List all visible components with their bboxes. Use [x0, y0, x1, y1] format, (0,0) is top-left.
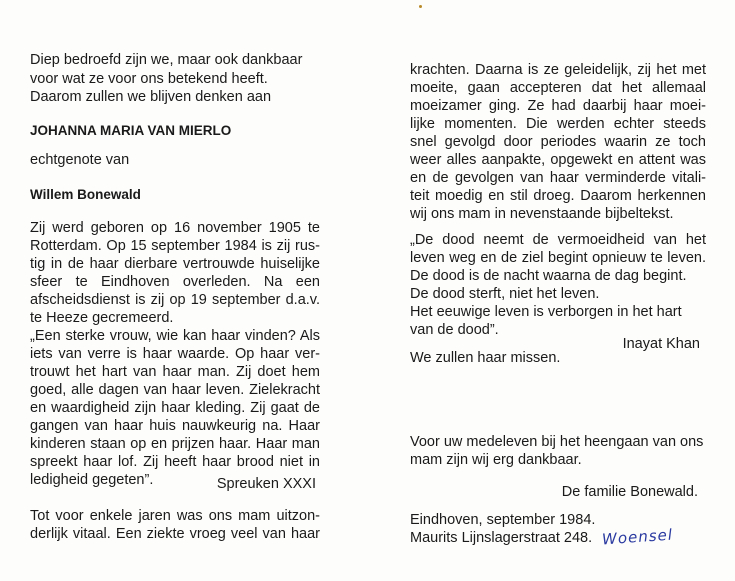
continuation-line: en de gevolgen van haar verminderde vitali-: [410, 170, 706, 186]
closing-line: Tot voor enkele jaren was ons mam uitzon-: [30, 508, 320, 524]
quote-line: van de dood”.: [410, 322, 499, 338]
quote-line: „De dood neemt de vermoeidheid van het: [410, 232, 706, 248]
bio-line: sfeer te Eindhoven overleden. Na een: [30, 274, 320, 290]
thanks-line: Voor uw medeleven bij het heengaan van ons: [410, 434, 704, 450]
quote-line: De dood is de nacht waarna de dag begint.: [410, 268, 687, 284]
quote-line: leven weg en de ziel begint opnieuw te leven.: [410, 250, 706, 266]
continuation-line: moeite, gaan accepteren dat het allemaal: [410, 80, 706, 96]
address: Maurits Lijnslagerstraat 248.: [410, 530, 593, 546]
continuation-line: moeizamer ging. Ze had daarbij haar moei-: [410, 98, 706, 114]
continuation-line: wij ons mam in nevenstaande bijbeltekst.: [410, 206, 674, 222]
deceased-name: JOHANNA MARIA VAN MIERLO: [30, 123, 232, 138]
verse-line: iets van verre is haar waarde. Op haar ver-: [30, 346, 320, 362]
intro-line: Diep bedroefd zijn we, maar ook dankbaar: [30, 52, 303, 68]
thanks-line: mam zijn wij erg dankbaar.: [410, 452, 582, 468]
handwritten-annotation: Woensel: [601, 525, 674, 549]
verse-line: „Een sterke vrouw, wie kan haar vinden? Als: [30, 328, 320, 344]
continuation-line: lijke momenten. Die werden echter steeds: [410, 116, 706, 132]
continuation-line: weer alles aanpakte, opgewekt en attent was: [410, 152, 706, 168]
continuation-line: krachten. Daarna is ze geleidelijk, zij het met: [410, 62, 706, 78]
place-date: Eindhoven, september 1984.: [410, 512, 596, 528]
bio-line: tig in de haar dierbare vertrouwde huiselijke: [30, 256, 320, 272]
bio-line: Zij werd geboren op 16 november 1905 te: [30, 220, 320, 236]
verse-line: en waardigheid zijn haar kleding. Zij gaat de: [30, 400, 320, 416]
verse-line: spreekt haar lof. Zij heeft haar brood niet in: [30, 454, 320, 470]
continuation-line: snel gevolgd door periodes waarin ze toch: [410, 134, 706, 150]
verse-line: trouwt het hart van haar man. Zij doet hem: [30, 364, 320, 380]
miss-text: We zullen haar missen.: [410, 350, 561, 366]
bio-line: te Heeze gecremeerd.: [30, 310, 174, 326]
family-signature: De familie Bonewald.: [561, 484, 698, 500]
spouse-label: echtgenote van: [30, 152, 130, 168]
verse-source: Spreuken XXXI: [216, 476, 316, 492]
closing-line: derlijk vitaal. Een ziekte vroeg veel van haar: [30, 526, 320, 542]
verse-line: goed, alle dagen van haar leven. Zielekracht: [30, 382, 320, 398]
spouse-name: Willem Bonewald: [30, 187, 141, 202]
verse-line: ledigheid gegeten”.: [30, 472, 154, 488]
intro-line: Daarom zullen we blijven denken aan: [30, 89, 272, 105]
quote-source: Inayat Khan: [622, 336, 700, 352]
verse-line: gangen van haar huis nauwkeurig na. Haar: [30, 418, 320, 434]
bio-line: Rotterdam. Op 15 september 1984 is zij rus-: [30, 238, 320, 254]
intro-line: voor wat ze voor ons betekend heeft.: [30, 71, 268, 87]
paper-speck: [419, 5, 422, 8]
verse-line: kinderen staan op en prijzen haar. Haar man: [30, 436, 320, 452]
continuation-line: teit moedig en stil droeg. Daarom herkennen: [410, 188, 706, 204]
bio-line: afscheidsdienst is zij op 19 september d.a.v.: [30, 292, 320, 308]
quote-line: De dood sterft, niet het leven.: [410, 286, 600, 302]
quote-line: Het eeuwige leven is verborgen in het hart: [410, 304, 682, 320]
